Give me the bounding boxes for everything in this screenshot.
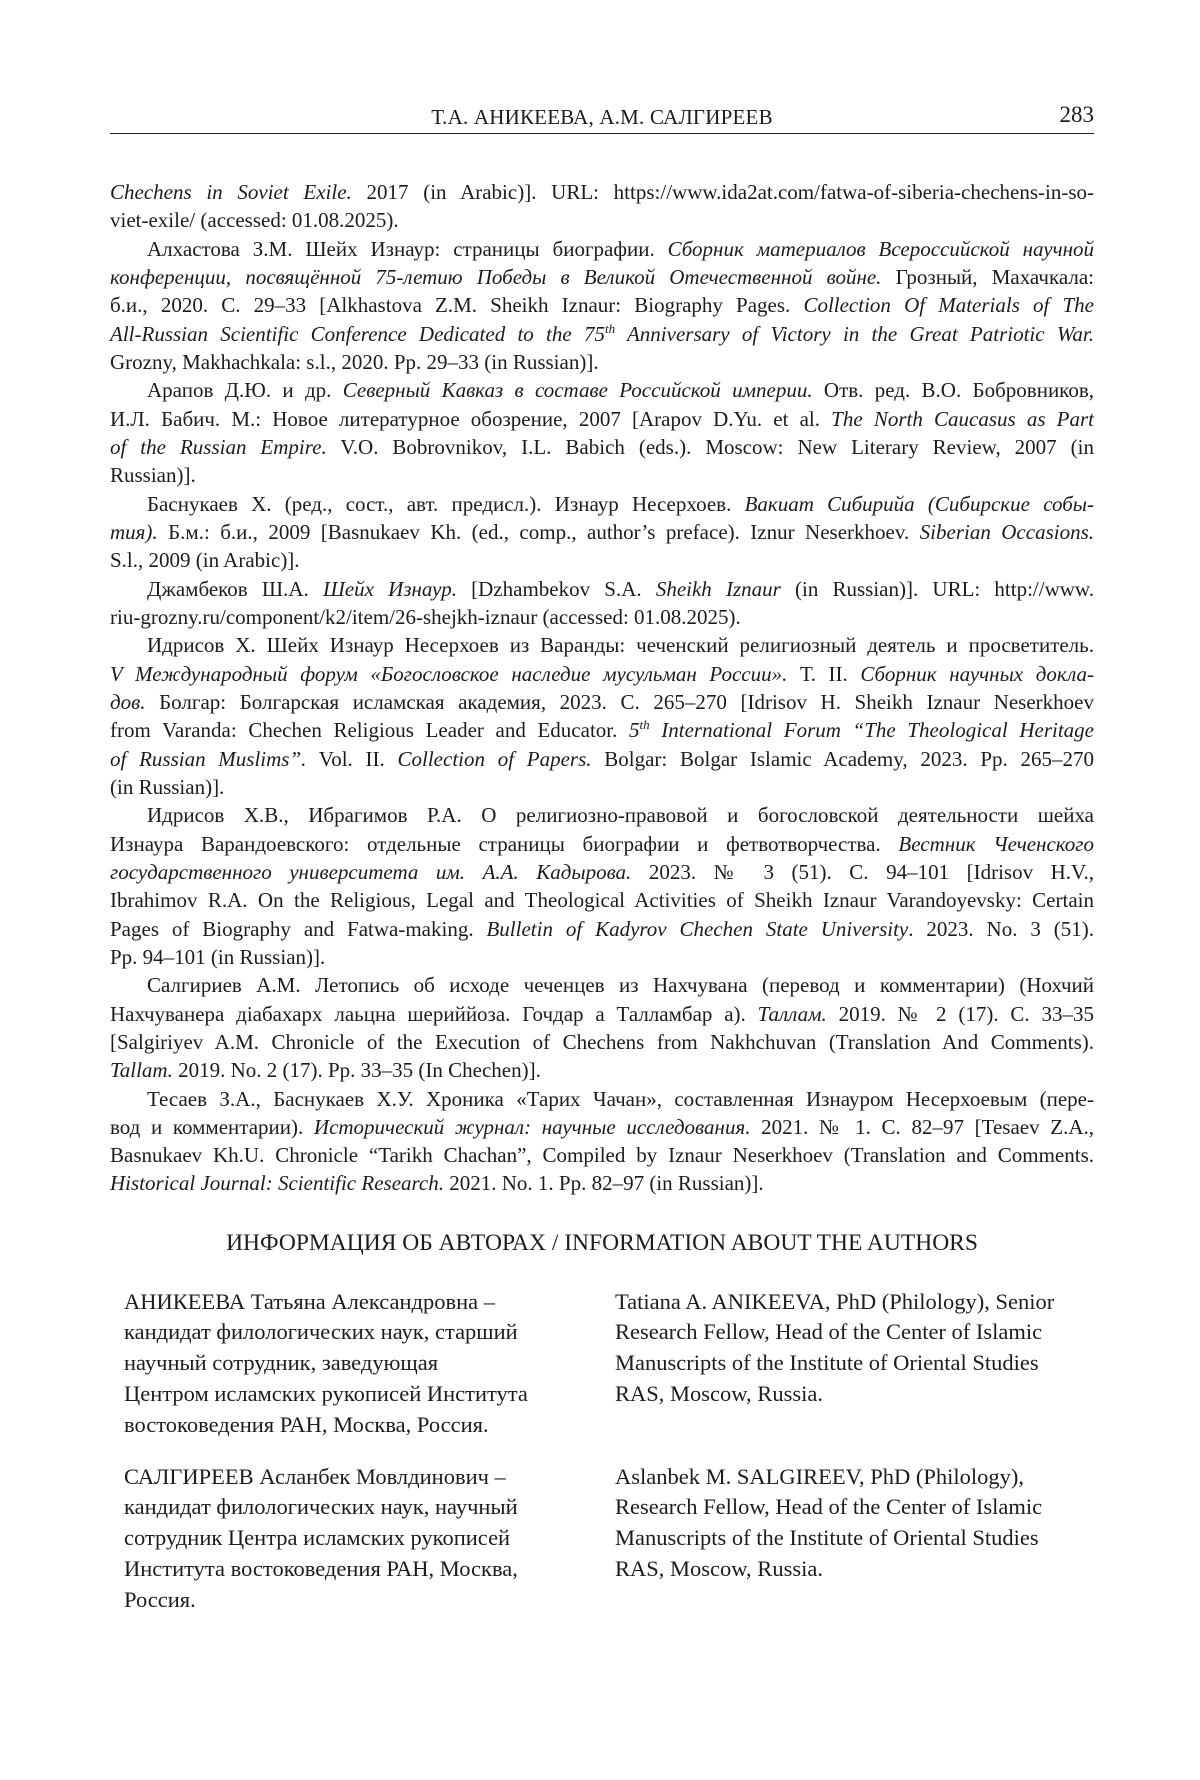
italic-source-title: International Forum “The Theological Heritage [650, 718, 1094, 742]
author-bio-english [615, 1462, 1084, 1616]
reference-entry [110, 490, 1094, 575]
reference-text: Bolgar: Bolgar Islamic Academy, 2023. Pp. 265–270 [592, 747, 1094, 771]
reference-line [110, 178, 1094, 206]
author-bio-line: САЛГИРЕЕВ Асланбек Мовлдинович – [124, 1462, 615, 1493]
reference-line [110, 660, 1094, 688]
author-list [124, 1287, 1084, 1637]
author-bio-line: востоковедения РАН, Москва, Россия. [124, 1410, 615, 1441]
reference-entry [110, 801, 1094, 971]
reference-text: Алхастова З.М. Шейх Изнаур: страницы биографии. [147, 237, 668, 261]
italic-source-title: тия). [110, 520, 158, 544]
italic-source-title: Collection Of Materials of The [803, 293, 1094, 317]
reference-line [110, 461, 1094, 489]
italic-source-title: All-Russian Scientific Conference Dedicated to the 75 [110, 322, 605, 346]
reference-text: Болгар: Болгарская исламская академия, 2023. С. 265–270 [Idrisov H. Sheikh Iznaur Neserkhoev [146, 690, 1095, 714]
italic-source-title: of Russian Muslims”. [110, 747, 306, 771]
reference-text: Арапов Д.Ю. и др. [147, 378, 343, 402]
reference-text: S.l., 2009 (in Arabic)]. [110, 548, 300, 572]
reference-text: 2021. № 1. С. 82–97 [Tesaev Z.A., [750, 1115, 1094, 1139]
reference-text: Basnukaev Kh.U. Chronicle “Tarikh Chachan”, Compiled by Iznaur Neserkhoev (Translation and Comments. [110, 1143, 1094, 1167]
author-bio-line: Research Fellow, Head of the Center of Islamic [615, 1492, 1084, 1523]
header-rule [110, 133, 1094, 134]
author-bio-line: Aslanbek M. SALGIREEV, PhD (Philology), [615, 1462, 1084, 1493]
author-bio-line: АНИКЕЕВА Татьяна Александровна – [124, 1287, 615, 1318]
reference-line [110, 1169, 1094, 1197]
italic-source-title: V Международный форум «Богословское наследие мусульман России». [110, 662, 787, 686]
reference-line [110, 773, 1094, 801]
reference-text: 2023. № 3 (51). С. 94–101 [Idrisov H.V., [631, 860, 1094, 884]
italic-source-title: Сборник научных докла- [860, 662, 1094, 686]
reference-entry [110, 575, 1094, 632]
reference-line [110, 716, 1094, 744]
reference-text: Grozny, Makhachkala: s.l., 2020. Pp. 29–33 (in Russian)]. [110, 350, 599, 374]
reference-text: И.Л. Бабич. М.: Новое литературное обозрение, 2007 [Arapov D.Yu. et al. [110, 407, 831, 431]
running-head [110, 102, 1094, 132]
author-bio-line: Tatiana A. ANIKEEVA, PhD (Philology), Senior [615, 1287, 1084, 1318]
italic-source-title: Шейх Изнаур. [323, 577, 457, 601]
reference-text: Изнаура Варандоевского: отдельные страницы биографии и фетвотворчества. [110, 832, 898, 856]
reference-text: viet-exile/ (accessed: 01.08.2025). [110, 208, 399, 232]
italic-source-title: Collection of Papers. [398, 747, 592, 771]
italic-source-title: 5 [629, 718, 640, 742]
reference-text: Идрисов Х.В., Ибрагимов Р.А. О религиозно-правовой и богословской деятельности шейха [147, 803, 1094, 827]
reference-line [110, 1028, 1094, 1056]
author-bio-line: Института востоковедения РАН, Москва, [124, 1554, 615, 1585]
reference-line [110, 886, 1094, 914]
reference-line [110, 830, 1094, 858]
author-entry [124, 1287, 1084, 1441]
reference-line [110, 575, 1094, 603]
author-bio-english [615, 1287, 1084, 1441]
authors-heading: ИНФОРМАЦИЯ ОБ АВТОРАХ / INFORMATION ABOUT THE AUTHORS [110, 1228, 1094, 1258]
italic-source-title: государственного университета им. А.А. Кадырова. [110, 860, 631, 884]
italic-source-title: Вестник Чеченского [898, 832, 1094, 856]
reference-line [110, 943, 1094, 971]
reference-text: . 2023. No. 3 (51). [908, 917, 1094, 941]
reference-line [110, 433, 1094, 461]
reference-text: [Salgiriyev A.M. Chronicle of the Execution of Chechens from Nakhchuvan (Translation And Comments). [110, 1030, 1094, 1054]
reference-line [110, 1085, 1094, 1113]
author-bio-line: RAS, Moscow, Russia. [615, 1379, 1084, 1410]
italic-source-title: Sheikh Iznaur [656, 577, 781, 601]
reference-line [110, 490, 1094, 518]
reference-line [110, 206, 1094, 234]
reference-text: from Varanda: Chechen Religious Leader and Educator. [110, 718, 629, 742]
reference-line [110, 1113, 1094, 1141]
author-bio-line: кандидат филологических наук, старший [124, 1317, 615, 1348]
reference-text: Б.м.: б.и., 2009 [Basnukaev Kh. (ed., comp., author’s preface). Iznur Neserkhoev. [158, 520, 920, 544]
reference-text: Тесаев З.А., Баснукаев Х.У. Хроника «Тарих Чачан», составленная Изнауром Несерхоевым (пере- [147, 1087, 1094, 1111]
author-bio-line: Research Fellow, Head of the Center of Islamic [615, 1317, 1084, 1348]
author-bio-line: Manuscripts of the Institute of Oriental Studies [615, 1348, 1084, 1379]
italic-source-title: Historical Journal: Scientific Research. [110, 1171, 444, 1195]
reference-text: Т. II. [787, 662, 860, 686]
reference-text: Ibrahimov R.A. On the Religious, Legal and Theological Activities of Sheikh Iznaur Varandoyevsky: Certain [110, 888, 1094, 912]
reference-text: 2019. № 2 (17). С. 33–35 [827, 1002, 1094, 1026]
reference-text: riu-grozny.ru/component/k2/item/26-shejkh-iznaur (accessed: 01.08.2025). [110, 605, 741, 629]
author-bio-line: сотрудник Центра исламских рукописей [124, 1523, 615, 1554]
italic-source-title: Chechens in Soviet Exile. [110, 180, 352, 204]
italic-source-title: Исторический журнал: научные исследования. [314, 1115, 751, 1139]
reference-text: Нахчуванера діабахарх лаьцна шериййоза. Гочдар а Талламбар а). [110, 1002, 758, 1026]
reference-line [110, 263, 1094, 291]
reference-list [110, 178, 1094, 1198]
author-bio-line: RAS, Moscow, Russia. [615, 1554, 1084, 1585]
reference-line [110, 518, 1094, 546]
reference-entry [110, 971, 1094, 1084]
italic-source-title: дов. [110, 690, 146, 714]
reference-text: Pp. 94–101 (in Russian)]. [110, 945, 325, 969]
author-bio-line: Россия. [124, 1585, 615, 1616]
reference-text: (in Russian)]. [110, 775, 224, 799]
reference-entry [110, 1085, 1094, 1198]
italic-source-title: The North Caucasus as Part [831, 407, 1094, 431]
reference-line [110, 1141, 1094, 1169]
author-bio-line: Центром исламских рукописей Института [124, 1379, 615, 1410]
reference-text: Vol. II. [306, 747, 397, 771]
reference-line [110, 745, 1094, 773]
reference-text: 2021. No. 1. Pp. 82–97 (in Russian)]. [444, 1171, 764, 1195]
reference-text: [Dzhambekov S.A. [457, 577, 656, 601]
reference-line [110, 971, 1094, 999]
reference-line [110, 291, 1094, 319]
author-bio-russian [124, 1287, 615, 1441]
reference-text: Грозный, Махачкала: [881, 265, 1094, 289]
reference-text: б.и., 2020. С. 29–33 [Alkhastova Z.M. Sheikh Iznaur: Biography Pages. [110, 293, 803, 317]
superscript-text: th [640, 717, 650, 732]
reference-text: Russian)]. [110, 463, 196, 487]
reference-entry [110, 235, 1094, 377]
reference-text: Баснукаев Х. (ред., сост., авт. предисл.). Изнаур Несерхоев. [147, 492, 745, 516]
reference-text: Pages of Biography and Fatwa-making. [110, 917, 486, 941]
italic-source-title: Сборник материалов Всероссийской научной [668, 237, 1094, 261]
reference-line [110, 1056, 1094, 1084]
reference-line [110, 631, 1094, 659]
reference-text: 2017 (in Arabic)]. URL: https://www.ida2at.com/fatwa-of-siberia-chechens-in-so- [352, 180, 1094, 204]
italic-source-title: Anniversary of Victory in the Great Patriotic War. [615, 322, 1094, 346]
reference-line [110, 405, 1094, 433]
running-title: Т.А. АНИКЕЕВА, А.М. САЛГИРЕЕВ [110, 102, 1094, 132]
reference-line [110, 546, 1094, 574]
reference-line [110, 235, 1094, 263]
superscript-text: th [605, 321, 615, 336]
reference-line [110, 915, 1094, 943]
author-bio-line: Manuscripts of the Institute of Oriental Studies [615, 1523, 1084, 1554]
reference-entry [110, 178, 1094, 235]
author-entry [124, 1462, 1084, 1616]
reference-line [110, 1000, 1094, 1028]
reference-text: (in Russian)]. URL: http://www. [781, 577, 1094, 601]
reference-text: вод и комментарии). [110, 1115, 314, 1139]
journal-page [0, 0, 1200, 1780]
reference-text: Отв. ред. В.О. Бобровников, [813, 378, 1094, 402]
italic-source-title: Вакиат Сибирийа (Сибирские собы- [745, 492, 1094, 516]
reference-line [110, 376, 1094, 404]
italic-source-title: Tallam. [110, 1058, 173, 1082]
page-number: 283 [1060, 100, 1095, 130]
reference-line [110, 801, 1094, 829]
author-bio-russian [124, 1462, 615, 1616]
reference-line [110, 858, 1094, 886]
italic-source-title: Таллам. [758, 1002, 827, 1026]
reference-text: Идрисов Х. Шейх Изнаур Несерхоев из Варанды: чеченский религиозный деятель и просветитель. [147, 633, 1094, 657]
italic-source-title: конференции, посвящённой 75-летию Победы в Великой Отечественной войне. [110, 265, 881, 289]
reference-entry [110, 376, 1094, 489]
reference-text: V.O. Bobrovnikov, I.L. Babich (eds.). Moscow: New Literary Review, 2007 (in [327, 435, 1094, 459]
reference-text: Джамбеков Ш.А. [147, 577, 323, 601]
italic-source-title: of the Russian Empire. [110, 435, 327, 459]
reference-line [110, 348, 1094, 376]
reference-entry [110, 631, 1094, 801]
reference-line [110, 688, 1094, 716]
italic-source-title: Bulletin of Kadyrov Chechen State University [486, 917, 908, 941]
reference-line [110, 603, 1094, 631]
reference-text: Салгириев А.М. Летопись об исходе чеченцев из Нахчувана (перевод и комментарии) (Нохчий [147, 973, 1094, 997]
author-bio-line: кандидат филологических наук, научный [124, 1492, 615, 1523]
author-bio-line: научный сотрудник, заведующая [124, 1348, 615, 1379]
italic-source-title: Северный Кавказ в составе Российской империи. [343, 378, 813, 402]
reference-line [110, 320, 1094, 348]
italic-source-title: Siberian Occasions. [920, 520, 1094, 544]
reference-text: 2019. No. 2 (17). Pp. 33–35 (In Chechen)]. [173, 1058, 541, 1082]
